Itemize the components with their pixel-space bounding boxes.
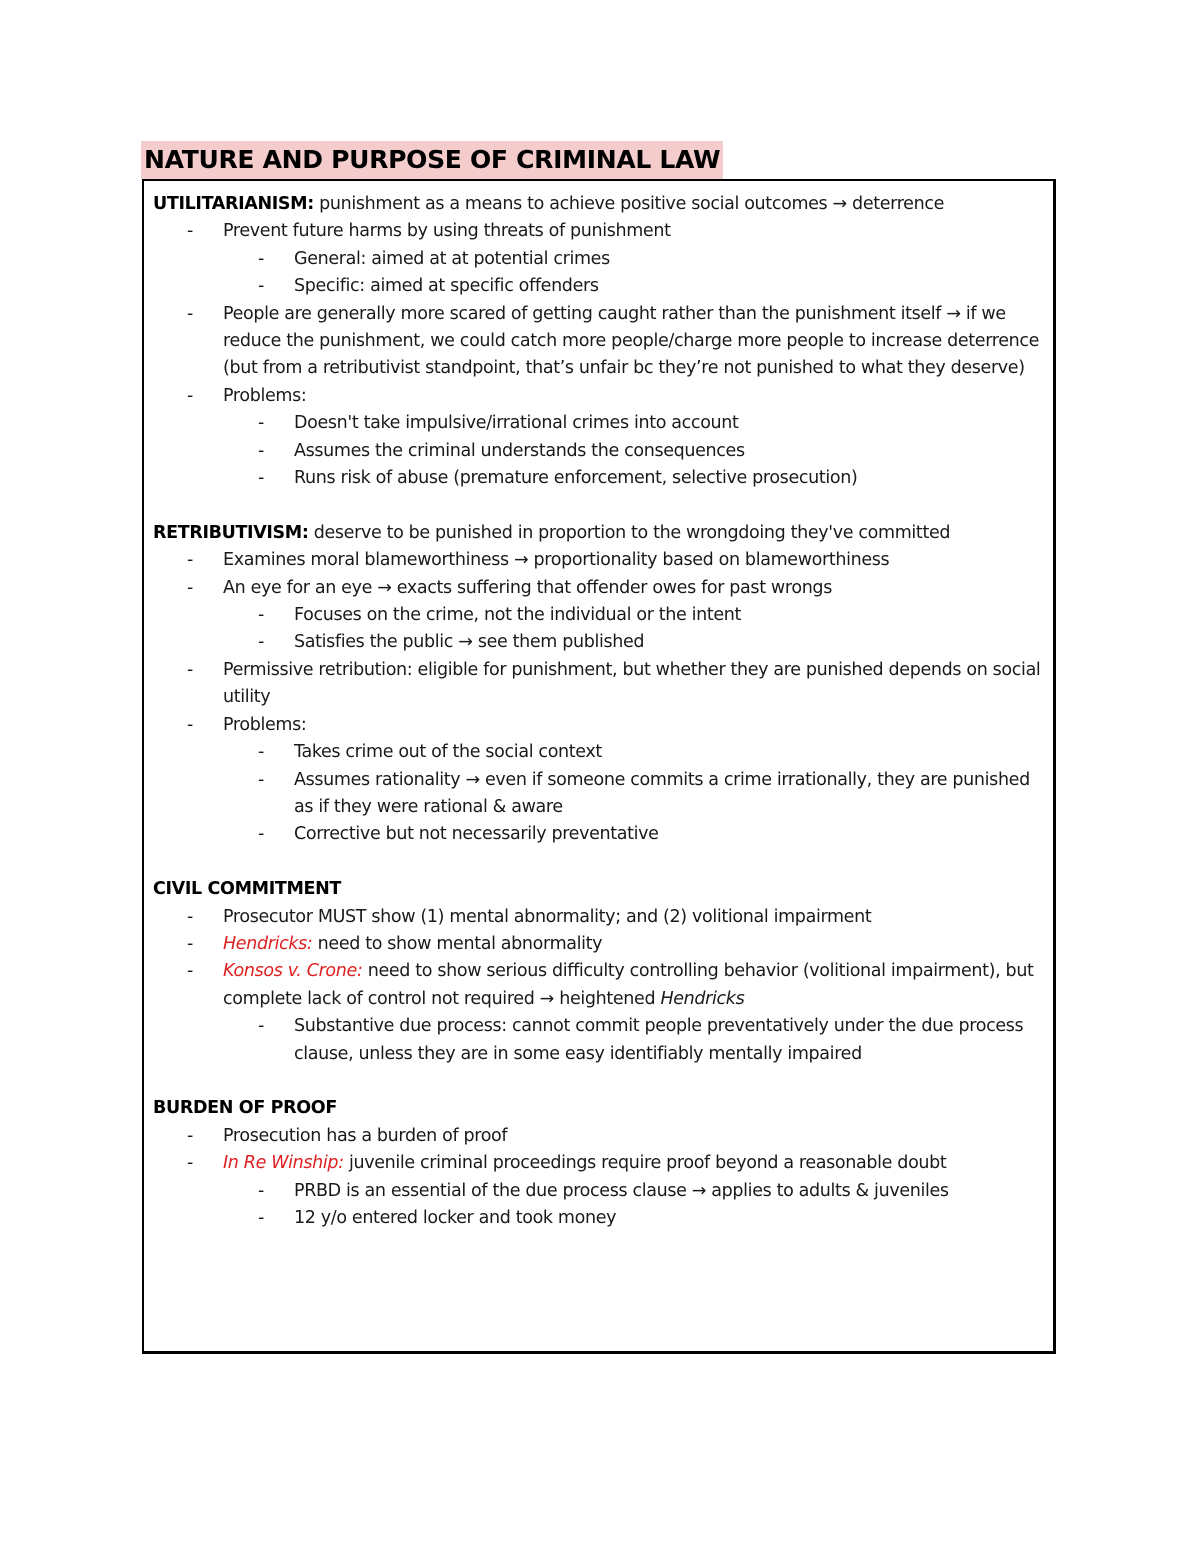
- bullet-dash-icon: -: [258, 468, 264, 489]
- bullet-dash-icon: -: [258, 248, 264, 269]
- list-item: [153, 301, 1043, 383]
- bullet-dash-icon: -: [187, 1125, 193, 1146]
- list-item: [153, 821, 1043, 848]
- bullet-dash-icon: -: [187, 221, 193, 242]
- list-item: [153, 1150, 1043, 1177]
- list-item: [153, 218, 1043, 245]
- list-item-text: General: aimed at at potential crimes: [294, 248, 610, 269]
- list-item-text: PRBD is an essential of the due process clause → applies to adults & juveniles: [294, 1180, 949, 1201]
- bullet-dash-icon: -: [258, 742, 264, 763]
- list-item: [153, 767, 1043, 822]
- list-item-text: Satisfies the public → see them published: [294, 632, 645, 653]
- list-item-text: Permissive retribution: eligible for punishment, but whether they are punished depends on social utility: [223, 659, 1041, 708]
- bullet-dash-icon: -: [187, 659, 193, 680]
- list-item-text: Prosecutor MUST show (1) mental abnormality; and (2) volitional impairment: [223, 906, 872, 927]
- list-item: [153, 602, 1043, 629]
- list-item-text: need to show serious difficulty controlling behavior (volitional impairment), but complete lack of control not required → heightened: [223, 961, 1034, 1009]
- list-item: [153, 958, 1043, 1013]
- list-item-text: Substantive due process: cannot commit people preventatively under the due process clause, unless they are in some easy identifiably mentally impaired: [294, 1016, 1024, 1064]
- list-item: [153, 1178, 1043, 1205]
- list-item-text: Corrective but not necessarily preventative: [294, 824, 659, 845]
- bullet-dash-icon: -: [187, 906, 193, 927]
- bullet-dash-icon: -: [187, 961, 193, 982]
- bullet-dash-icon: -: [258, 824, 264, 845]
- list-item-text: need to show mental abnormality: [312, 933, 603, 954]
- bullet-dash-icon: -: [187, 303, 193, 324]
- case-name: In Re Winship:: [223, 1153, 344, 1174]
- list-item-text: juvenile criminal proceedings require proof beyond a reasonable doubt: [343, 1153, 947, 1174]
- list-item-text: 12 y/o entered locker and took money: [294, 1207, 617, 1228]
- list-item-text: Assumes rationality → even if someone commits a crime irrationally, they are punished as if they were rational & aware: [294, 769, 1030, 817]
- list-item: [153, 1123, 1043, 1150]
- notes-section: [153, 520, 1043, 849]
- list-item-text: Prosecution has a burden of proof: [223, 1125, 508, 1146]
- list-item-text: Problems:: [223, 714, 307, 735]
- list-item-text: Takes crime out of the social context: [294, 742, 602, 763]
- bullet-dash-icon: -: [187, 714, 193, 735]
- list-item-text: Specific: aimed at specific offenders: [294, 276, 599, 297]
- section-heading-line: [153, 1095, 1043, 1122]
- list-item: [153, 931, 1043, 958]
- bullet-dash-icon: -: [258, 1016, 264, 1037]
- list-item: [153, 273, 1043, 300]
- case-name: Hendricks:: [223, 933, 313, 954]
- bullet-dash-icon: -: [258, 440, 264, 461]
- notes-section: [153, 191, 1043, 492]
- bullet-dash-icon: -: [258, 1180, 264, 1201]
- list-item: [153, 575, 1043, 602]
- section-heading-description: deserve to be punished in proportion to the wrongdoing they've committed: [308, 522, 951, 543]
- section-heading-line: [153, 520, 1043, 547]
- section-heading-description: punishment as a means to achieve positive social outcomes → deterrence: [313, 194, 945, 214]
- list-item: [153, 438, 1043, 465]
- list-item: [153, 657, 1043, 712]
- list-item: [153, 465, 1043, 492]
- list-item-text: Assumes the criminal understands the consequences: [294, 440, 745, 461]
- bullet-dash-icon: -: [258, 632, 264, 653]
- case-reference: Hendricks: [660, 988, 745, 1009]
- notes-section: [153, 876, 1043, 1068]
- section-heading-line: [153, 876, 1043, 903]
- list-item: [153, 1205, 1043, 1232]
- bullet-dash-icon: -: [258, 1207, 264, 1228]
- list-item: [153, 629, 1043, 656]
- bullet-dash-icon: -: [258, 769, 264, 790]
- list-item-text: Problems:: [223, 385, 307, 406]
- section-heading-line: [153, 191, 1043, 218]
- list-item: [153, 739, 1043, 766]
- bullet-dash-icon: -: [258, 605, 264, 626]
- bullet-dash-icon: -: [258, 413, 264, 434]
- list-item: [153, 383, 1043, 410]
- bullet-dash-icon: -: [258, 276, 264, 297]
- list-item: [153, 712, 1043, 739]
- section-heading: RETRIBUTIVISM:: [153, 522, 309, 543]
- case-name: Konsos v. Crone:: [223, 961, 363, 982]
- notes-section: [153, 1095, 1043, 1232]
- list-item: [153, 904, 1043, 931]
- page-title: NATURE AND PURPOSE OF CRIMINAL LAW: [141, 141, 723, 179]
- list-item: [153, 410, 1043, 437]
- section-heading: BURDEN OF PROOF: [153, 1098, 337, 1119]
- bullet-dash-icon: -: [187, 577, 193, 598]
- bullet-dash-icon: -: [187, 1153, 193, 1174]
- list-item-text: Runs risk of abuse (premature enforcement, selective prosecution): [294, 468, 858, 489]
- list-item: [153, 1013, 1043, 1068]
- bullet-dash-icon: -: [187, 933, 193, 954]
- list-item-text: People are generally more scared of getting caught rather than the punishment itself → if we reduce the punishment, we could catch more people/charge more people to increase deterrence (but from a retributivist standpoint, that’s unfair bc they’re not punished to what they deserve): [223, 303, 1040, 379]
- list-item: [153, 246, 1043, 273]
- notes-box: [142, 179, 1056, 1354]
- list-item-text: Doesn't take impulsive/irrational crimes into account: [294, 413, 739, 434]
- section-heading: CIVIL COMMITMENT: [153, 879, 342, 900]
- list-item-text: Examines moral blameworthiness → proportionality based on blameworthiness: [223, 550, 890, 571]
- bullet-dash-icon: -: [187, 550, 193, 571]
- list-item-text: An eye for an eye → exacts suffering that offender owes for past wrongs: [223, 577, 832, 598]
- list-item-text: Focuses on the crime, not the individual or the intent: [294, 605, 742, 626]
- list-item-text: Prevent future harms by using threats of punishment: [223, 221, 671, 242]
- notes-content: [153, 191, 1043, 1232]
- list-item: [153, 547, 1043, 574]
- section-heading: UTILITARIANISM:: [153, 194, 314, 214]
- bullet-dash-icon: -: [187, 385, 193, 406]
